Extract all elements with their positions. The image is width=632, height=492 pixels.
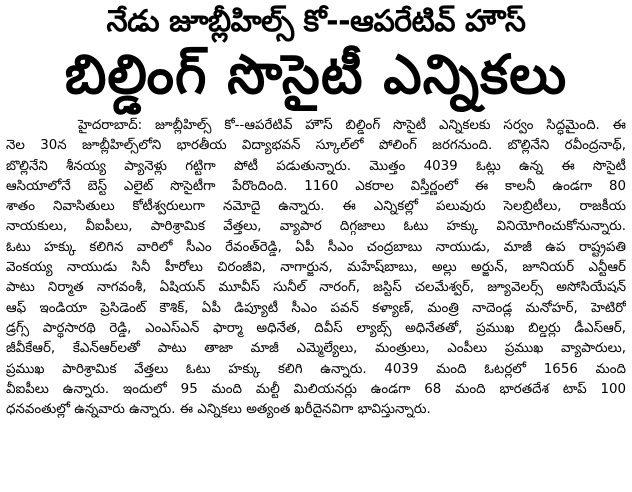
body-line: హైదరాబాద్: జూబ్లీహిల్స్ కో--ఆపరేటివ్ హౌస్ బిల్డింగ్ సొసైటీ ఎన్నికలకు సర్వం సిద్ధమైంది. ఈ [78, 118, 626, 133]
main-headline: బిల్డింగ్ సొసైటీ ఎన్నికలు [64, 43, 568, 106]
body-line: వీఐపీలు ఉన్నారు. ఇందులో 95 మంది మల్టీ మిలియనర్లు ఉండగా 68 మంది భారతదేశ టాప్ 100 [6, 381, 626, 397]
body-line: నాయకులు, వీఐపీలు, పారిశ్రామిక వేత్తలు, వ్యాపార దిగ్గజాలు ఓటు హక్కు వినియోగించుకోనున్నారు. [6, 219, 626, 235]
body-line: డ్రగ్స్ పార్థసారథి రెడ్డి, ఎంఎస్ఎన్ ఫార్మా అధినేత, దివీస్ ల్యాబ్స్ అధినేతతో, ప్రముఖ బిల్డర్లు డీఎస్ఆర్, [6, 320, 626, 336]
article-body [6, 116, 626, 420]
body-line: పాటు నిర్మాత నాగవంశీ, ఏషియన్ మూవీస్ సునీల్ నారంగ్, జస్టిస్ చలమేశ్వర్, జ్యూవెలర్స్ అసోసియేషన్ [6, 280, 626, 296]
body-line: ఓటు హక్కు కలిగిన వారిలో సీఎం రేవంత్‌రెడ్డి, ఏపీ సీఎం చంద్రబాబు నాయుడు, మాజీ ఉప రాష్ట్రపతి [6, 239, 626, 255]
body-line: నెల 30న జూబ్లీహిల్స్‌లోని భారతీయ విద్యాభవన్ స్కూల్‌లో పోలింగ్ జరగనుంది. బొల్లినేని రవీంద్రనాథ్, [6, 138, 626, 154]
body-line: శాతం నివాసితులు కోటీశ్వరులుగా నమోదై ఉన్నారు. ఈ ఎన్నికల్లో పలువురు సెలబ్రిటీలు, రాజకీయ [6, 199, 626, 215]
body-line: జీవీకేఆర్, కేఎన్ఆర్‌లతో పాటు తాజా మాజీ ఎమ్మెల్యేలు, మంత్రులు, ఎంపీలు ప్రముఖ వ్యాపారులు, [6, 341, 626, 357]
body-line: ఆఫ్ ఇండియా ప్రెసిడెంట్ కౌశిక్, ఏపీ డిప్యూటీ సీఎం పవన్ కళ్యాణ్, మంత్రి నాదెండ్ల మనోహర్, హెటిరో [6, 300, 626, 316]
body-line: ధనవంతుల్లో ఉన్నవారు ఉన్నారు. ఈ ఎన్నికలు అత్యంత ఖరీదైనవిగా భావిస్తున్నారు. [6, 402, 431, 418]
body-line: బొల్లినేని శీనయ్య ప్యానెళ్లు గట్టిగా పోటీ పడుతున్నారు. మొత్తం 4039 ఓట్లు ఉన్న ఈ సొసైటీ [6, 158, 626, 174]
body-line: ప్రముఖ పారిశ్రామిక వేత్తలు ఓటు హక్కు కలిగి ఉన్నారు. 4039 మంది ఓటర్లలో 1656 మంది [6, 361, 626, 377]
kicker-headline: నేడు జూబ్లీహిల్స్ కో--ఆపరేటివ్ హౌస్ [106, 4, 526, 39]
body-line: ఆసియాలోనే బెస్ట్ ఎలైట్ సొసైటీగా పేరొందింది. 1160 ఎకరాల విస్తీర్ణంలో ఈ కాలనీ ఉండగా 80 [6, 178, 626, 194]
body-line: వెంకయ్య నాయుడు సినీ హీరోలు చిరంజీవి, నాగార్జున, మహేష్‌బాబు, అల్లు అర్జున్, జూనియర్ ఎన్టీఆర్ [6, 260, 626, 276]
